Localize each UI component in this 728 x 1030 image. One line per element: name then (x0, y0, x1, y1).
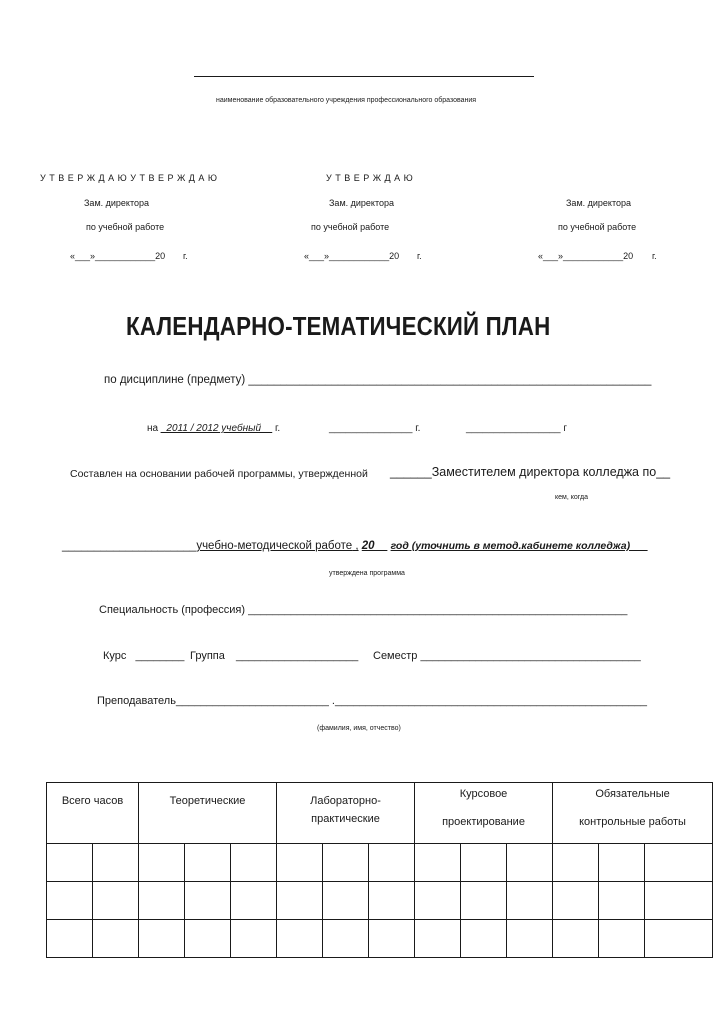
table-cell[interactable] (277, 882, 323, 920)
table-cell[interactable] (231, 882, 277, 920)
table-cell[interactable] (231, 920, 277, 958)
table-cell[interactable] (645, 882, 713, 920)
year-suffix-3: г (563, 423, 567, 434)
basis-value[interactable]: ______Заместителем директора колледжа по__ (390, 465, 671, 479)
approval-date-right (538, 251, 633, 261)
date-quote: «___» (70, 251, 96, 261)
teacher-caption: (фамилия, имя, отчество) (317, 725, 401, 732)
table-cell[interactable] (139, 882, 185, 920)
basis-label: Составлен на основании рабочей программы, утвержденной (70, 468, 368, 480)
program-caption: утверждена программа (329, 570, 405, 577)
table-cell[interactable] (507, 920, 553, 958)
teacher-row (97, 695, 647, 707)
table-cell[interactable] (553, 844, 599, 882)
academic-year-value[interactable]: _2011 / 2012 учебный__ (160, 423, 273, 434)
table-cell[interactable] (461, 920, 507, 958)
basis-line2-note: год (уточнить в метод.кабинете колледжа)___ (390, 540, 648, 552)
table-cell[interactable] (415, 844, 461, 882)
table-cell[interactable] (415, 920, 461, 958)
specialty-row (99, 604, 627, 616)
hours-table-header (47, 783, 713, 844)
header-course-project (415, 783, 553, 844)
table-cell[interactable] (507, 844, 553, 882)
year-row (147, 423, 280, 434)
table-cell[interactable] (553, 882, 599, 920)
date-quote: «___» (538, 251, 564, 261)
approval-heading-center: У Т В Е Р Ж Д А Ю (326, 173, 414, 183)
table-cell[interactable] (47, 844, 93, 882)
table-cell[interactable] (369, 844, 415, 882)
approval-role-left: Зам. директора (84, 198, 149, 208)
header-lab (277, 783, 415, 844)
header-control-works-line1: Обязательные (595, 788, 670, 800)
approval-role-right: Зам. директора (566, 198, 631, 208)
year-prefix: на (147, 423, 159, 434)
institution-name-line (194, 76, 534, 77)
table-cell[interactable] (139, 920, 185, 958)
table-cell[interactable] (369, 920, 415, 958)
date-blank: ____________ (95, 251, 156, 261)
date-blank: ____________ (563, 251, 624, 261)
table-cell[interactable] (461, 882, 507, 920)
table-cell[interactable] (323, 920, 369, 958)
course-field[interactable]: ________ (135, 650, 185, 662)
table-cell[interactable] (415, 882, 461, 920)
date-blank: ____________ (329, 251, 390, 261)
table-cell[interactable] (277, 844, 323, 882)
header-course-project-line2: проектирование (442, 816, 525, 828)
date-year: 20 (155, 251, 166, 261)
table-cell[interactable] (323, 882, 369, 920)
table-cell[interactable] (461, 844, 507, 882)
table-cell[interactable] (231, 844, 277, 882)
discipline-label: по дисциплине (предмету) (104, 374, 246, 386)
course-row (103, 650, 184, 662)
approval-detail-right: по учебной работе (558, 222, 637, 232)
group-row (190, 650, 358, 662)
table-cell[interactable] (185, 882, 231, 920)
approval-detail-left: по учебной работе (86, 222, 165, 232)
teacher-field[interactable]: _________________________ .___________________________________________________ (175, 695, 647, 707)
table-cell[interactable] (93, 882, 139, 920)
table-row (47, 844, 713, 882)
table-cell[interactable] (185, 844, 231, 882)
group-field[interactable]: ____________________ (235, 650, 359, 662)
page-title: КАЛЕНДАРНО-ТЕМАТИЧЕСКИЙ ПЛАН (126, 311, 551, 341)
approval-detail-center: по учебной работе (311, 222, 390, 232)
discipline-row (104, 374, 651, 386)
header-lab-line2: практические (311, 813, 380, 825)
approval-date-left (70, 251, 165, 261)
teacher-label: Преподаватель (97, 695, 176, 707)
institution-caption: наименование образовательного учреждения профессионального образования (216, 97, 477, 104)
table-cell[interactable] (93, 844, 139, 882)
approval-heading-left: У Т В Е Р Ж Д А Ю У Т В Е Р Ж Д А Ю (40, 173, 218, 183)
approval-year-suffix-left: г. (183, 251, 188, 261)
date-year: 20 (389, 251, 400, 261)
table-cell[interactable] (599, 920, 645, 958)
discipline-field[interactable]: _______________________________________________________________ (248, 374, 652, 386)
header-lab-line1: Лабораторно- (310, 795, 381, 807)
header-theory-label: Теоретические (169, 795, 246, 807)
year-blank-3 (466, 423, 567, 434)
header-control-works-line2: контрольные работы (579, 816, 686, 828)
hours-table (46, 782, 713, 958)
table-cell[interactable] (599, 844, 645, 882)
date-year: 20 (623, 251, 634, 261)
header-course-project-line1: Курсовое (459, 788, 508, 800)
semester-label: Семестр (373, 650, 418, 662)
table-cell[interactable] (599, 882, 645, 920)
year-field-2[interactable]: _______________ (329, 423, 413, 434)
header-control-works (553, 783, 713, 844)
approval-date-center (304, 251, 399, 261)
year-field-3[interactable]: _________________ (466, 423, 561, 434)
table-row (47, 882, 713, 920)
table-cell[interactable] (369, 882, 415, 920)
header-theory (139, 783, 277, 844)
table-cell[interactable] (277, 920, 323, 958)
hours-table-body (47, 844, 713, 958)
table-cell[interactable] (47, 920, 93, 958)
approval-year-suffix-center: г. (417, 251, 422, 261)
basis-line2-comma: , (352, 540, 359, 552)
basis-line-2 (62, 540, 648, 552)
basis-line2-value[interactable]: учебно-методической работе (196, 540, 353, 552)
header-total-hours-label: Всего часов (61, 795, 124, 807)
table-cell[interactable] (645, 920, 713, 958)
specialty-label: Специальность (профессия) (99, 604, 246, 616)
year-blank-2 (329, 423, 420, 434)
basis-line2-year[interactable]: 20__ (361, 540, 388, 552)
table-cell[interactable] (507, 882, 553, 920)
date-quote: «___» (304, 251, 330, 261)
table-cell[interactable] (139, 844, 185, 882)
semester-row (373, 650, 641, 662)
table-row (47, 920, 713, 958)
table-cell[interactable] (323, 844, 369, 882)
semester-field[interactable]: ____________________________________ (420, 650, 641, 662)
table-cell[interactable] (645, 844, 713, 882)
specialty-field[interactable]: ______________________________________________________________ (248, 604, 628, 616)
course-label: Курс (103, 650, 127, 662)
basis-line2-blank: _____________________ (62, 540, 197, 552)
table-cell[interactable] (93, 920, 139, 958)
basis-caption: кем, когда (555, 494, 588, 501)
table-cell[interactable] (553, 920, 599, 958)
table-cell[interactable] (185, 920, 231, 958)
year-suffix: г. (275, 423, 281, 434)
year-suffix-2: г. (415, 423, 421, 434)
approval-role-center: Зам. директора (329, 198, 394, 208)
approval-year-suffix-right: г. (652, 251, 657, 261)
header-total-hours (47, 783, 139, 844)
table-cell[interactable] (47, 882, 93, 920)
group-label: Группа (190, 650, 225, 662)
